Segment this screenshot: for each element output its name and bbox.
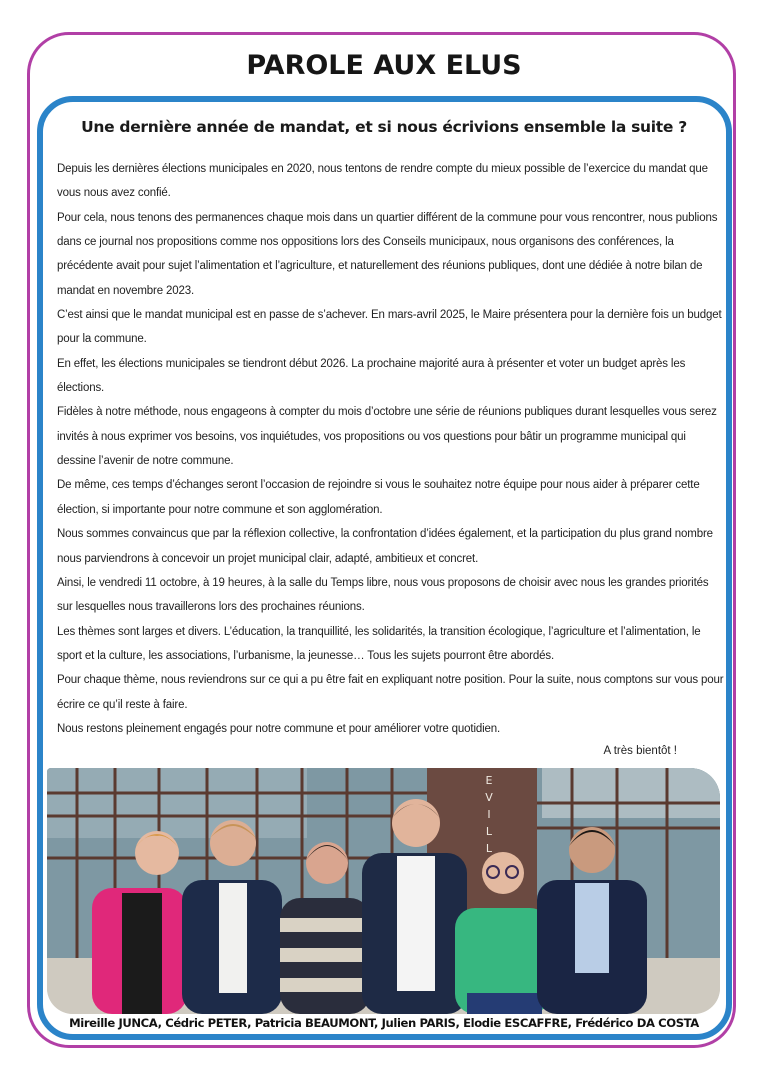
paragraph: Depuis les dernières élections municipales en 2020, nous tentons de rendre compte du mieux possible de l’exercice du mandat que vous nous avez confié.: [57, 163, 708, 200]
paragraph: C’est ainsi que le mandat municipal est en passe de s’achever. En mars-avril 2025, le Maire présentera pour la dernière fois un budget pour la commune.: [57, 309, 722, 346]
sign-letter: L: [485, 825, 493, 838]
paragraph: De même, ces temps d’échanges seront l’occasion de rejoindre si vous le souhaitez notre équipe pour nous aider à préparer cette élection, si importante pour notre commune et son agglomération.: [57, 479, 700, 516]
group-photo: [47, 768, 720, 1014]
paragraph: Ainsi, le vendredi 11 octobre, à 19 heures, à la salle du Temps libre, nous vous proposons de choisir avec nous les grandes priorités sur lesquelles nous travaillerons lors des prochaines réunions.: [57, 576, 709, 614]
paragraph: Nous sommes convaincus que par la réflexion collective, la confrontation d’idées également, et la participation du plus grand nombre nous parviendrons à concevoir un projet municipal clair, adapté, ambitieux et concret.: [57, 528, 713, 565]
paragraph: Pour chaque thème, nous reviendrons sur ce qui a pu être fait en expliquant notre position. Pour la suite, nous comptons sur vous pour écrire ce qu’il reste à faire.: [57, 674, 724, 711]
sign-letter: I: [487, 808, 491, 821]
paragraph: En effet, les élections municipales se tiendront début 2026. La prochaine majorité aura à présenter et voter un budget après les élections.: [57, 357, 686, 395]
paragraph: Fidèles à notre méthode, nous engageons à compter du mois d’octobre une série de réunions publiques durant lesquelles vous serez invités à nous exprimer vos besoins, vos inquiétudes, vos propositions ou vos questions pour bâtir un programme municipal qui dessine l’avenir de notre commune.: [57, 406, 717, 468]
building-sign: [479, 768, 499, 857]
signoff: A très bientôt !: [603, 745, 677, 757]
sign-letter: E: [485, 774, 493, 787]
paragraph: Pour cela, nous tenons des permanences chaque mois dans un quartier différent de la commune pour vous rencontrer, nous publions dans ce journal nos propositions comme nos oppositions lors des Conseils municipaux, nous organisons des conférences, la précédente avait pour sujet l’alimentation et l’agriculture, et naturellement des réunions publiques, dont une dédiée à notre bilan de mandat en novembre 2023.: [57, 211, 718, 297]
paragraph: Nous restons pleinement engagés pour notre commune et pour améliorer votre quotidien.: [57, 722, 501, 735]
sky-reflection-right: [542, 768, 720, 818]
photo-caption: Mireille JUNCA, Cédric PETER, Patricia BEAUMONT, Julien PARIS, Elodie ESCAFFRE, Frédérico DA COSTA: [69, 1016, 699, 1030]
article-body: [57, 157, 727, 741]
sign-letter: L: [485, 842, 493, 855]
article-subtitle: Une dernière année de mandat, et si nous écrivions ensemble la suite ?: [81, 118, 687, 136]
sign-letter: V: [485, 791, 493, 804]
sky-reflection: [47, 768, 307, 838]
photo-illustration: [47, 768, 720, 1014]
page-title: PAROLE AUX ELUS: [246, 50, 522, 81]
paragraph: Les thèmes sont larges et divers. L’éducation, la tranquillité, les solidarités, la transition écologique, l’agriculture et l’alimentation, le sport et la culture, les associations, l’urbanisme, la jeunesse… Tous les sujets pourront être abordés.: [57, 625, 701, 662]
